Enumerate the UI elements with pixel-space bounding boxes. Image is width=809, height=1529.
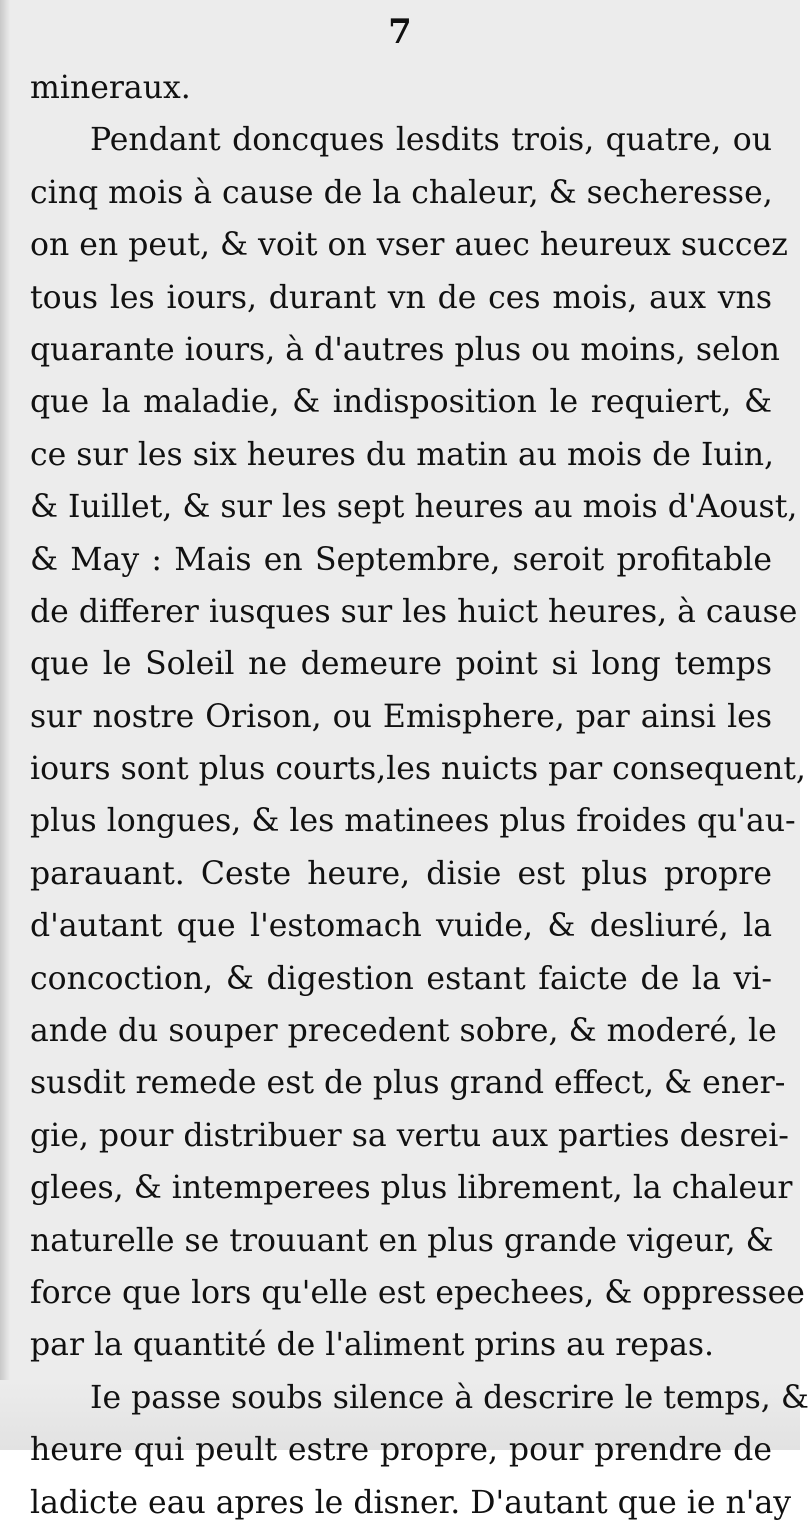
page-number: 7 [388, 12, 412, 52]
text-line: on en peut, & voit on vser auec heureux succez [30, 227, 788, 264]
text-line: & May : Mais en Septembre, seroit profitable [30, 541, 772, 578]
text-line: plus longues, & les matinees plus froides qu'au- [30, 803, 796, 840]
text-line: par la quantité de l'aliment prins au repas. [30, 1327, 715, 1364]
text-line: quarante iours, à d'autres plus ou moins, selon [30, 331, 780, 368]
text-line: de differer iusques sur les huict heures, à cause [30, 593, 798, 630]
text-line: iours sont plus courts,les nuicts par consequent, [30, 751, 806, 788]
text-line: que le Soleil ne demeure point si long temps [30, 646, 772, 683]
text-line: parauant. Ceste heure, disie est plus propre [30, 855, 772, 892]
text-line: sur nostre Orison, ou Emisphere, par ainsi les [30, 698, 772, 735]
text-line: glees, & intemperees plus librement, la chaleur [30, 1170, 793, 1207]
text-line: ande du souper precedent sobre, & moderé, le [30, 1013, 777, 1050]
text-line: ce sur les six heures du matin au mois de Iuin, [30, 436, 775, 473]
text-line: concoction, & digestion estant faicte de la vi- [30, 960, 772, 997]
text-line: force que lors qu'elle est epechees, & oppressee [30, 1274, 805, 1311]
text-line: heure qui peult estre propre, pour prendre de [30, 1432, 772, 1469]
text-line: ladicte eau apres le disner. D'autant que ie n'ay [30, 1484, 792, 1521]
text-line: susdit remede est de plus grand effect, & ener- [30, 1065, 786, 1102]
text-line: Ie passe soubs silence à descrire le temps, & [90, 1379, 809, 1416]
body-text [30, 62, 809, 1529]
text-line: d'autant que l'estomach vuide, & desliuré, la [30, 908, 772, 945]
text-line: Pendant doncques lesdits trois, quatre, ou [90, 122, 772, 159]
text-line: cinq mois à cause de la chaleur, & secheresse, [30, 174, 773, 211]
text-line: que la maladie, & indisposition le requiert, & [30, 384, 772, 421]
text-line: tous les iours, durant vn de ces mois, aux vns [30, 279, 772, 316]
text-line: mineraux. [30, 70, 191, 106]
text-line: gie, pour distribuer sa vertu aux parties desrei- [30, 1117, 789, 1154]
page-edge-shadow [0, 0, 10, 1450]
text-line: & Iuillet, & sur les sept heures au mois d'Aoust, [30, 489, 798, 526]
text-line: naturelle se trouuant en plus grande vigeur, & [30, 1222, 774, 1259]
